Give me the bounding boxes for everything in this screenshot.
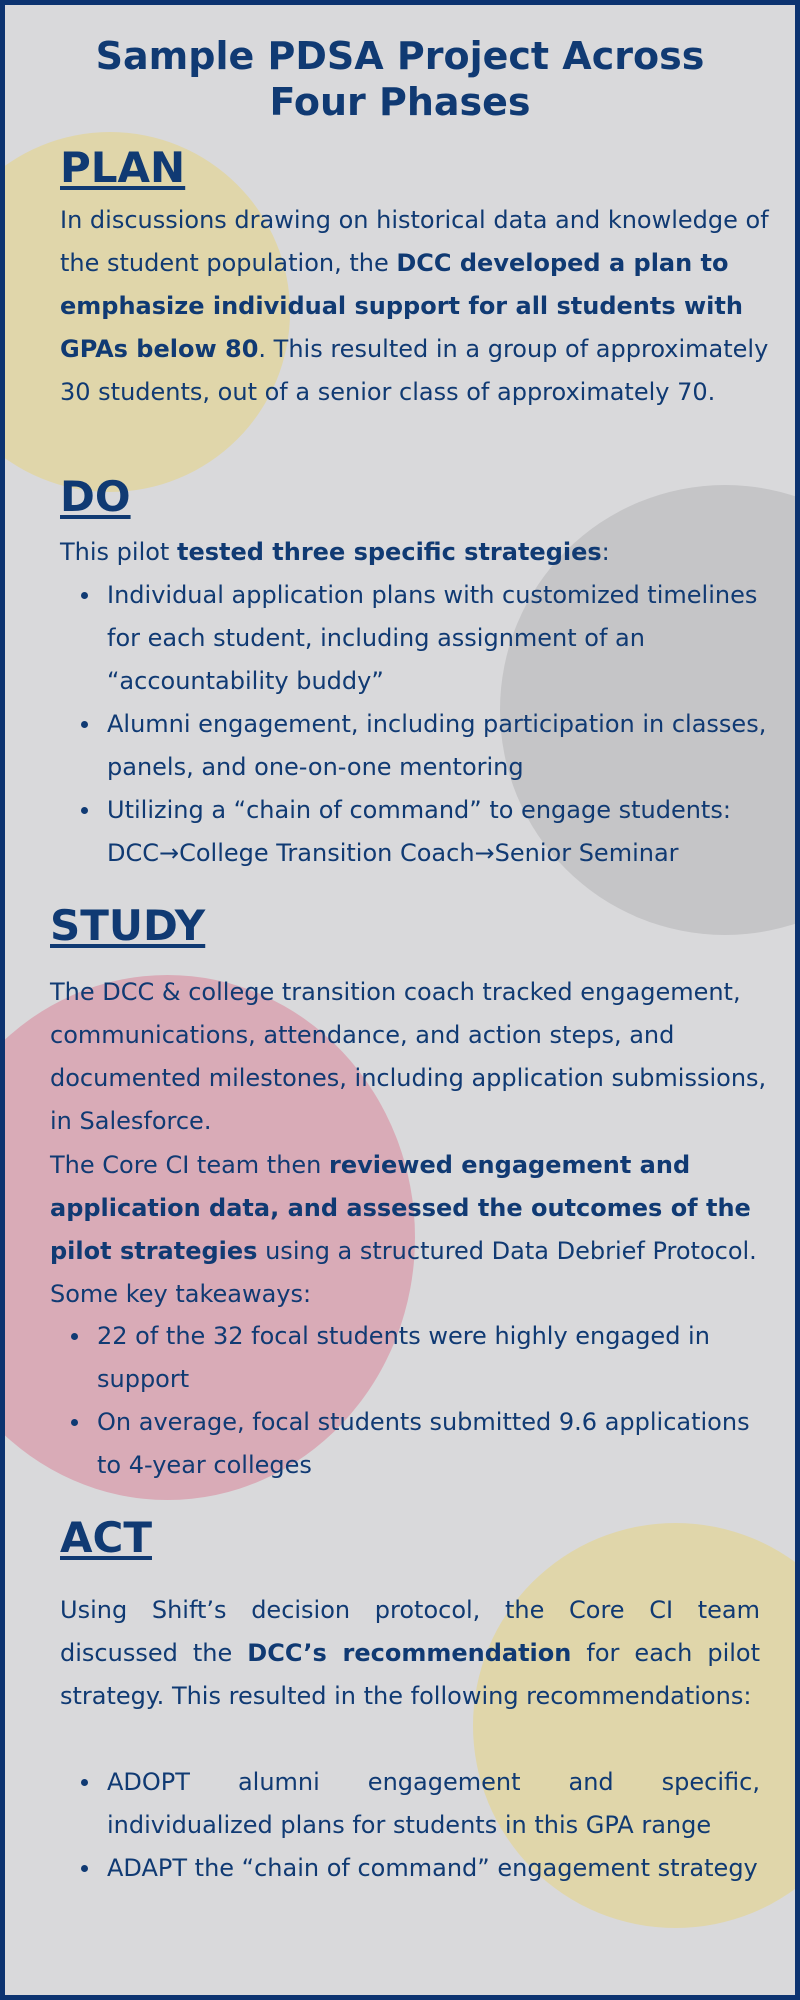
page-title [5,33,795,125]
study-text-bold: reviewed engagement and application data, and assessed the outcomes of the pilot strategies [50,1151,751,1265]
list-item: Alumni engagement, including participation in classes, panels, and one-on-one mentoring [65,703,775,789]
list-item: ADAPT the “chain of command” engagement strategy [65,1847,760,1890]
do-strategy-list [65,574,775,875]
plan-text-bold: DCC developed a plan to emphasize individual support for all students with GPAs below 80 [60,249,743,363]
plan-text-end: . This resulted in a group of approximately 30 students, out of a senior class of approximately 70. [60,335,769,406]
list-item: ADOPT alumni engagement and specific, individualized plans for students in this GPA range [65,1761,760,1847]
study-heading: STUDY [50,901,206,950]
plan-text-start: In discussions drawing on historical data and knowledge of the student population, the [60,206,769,277]
study-paragraph-1: The DCC & college transition coach tracked engagement, communications, attendance, and action steps, and documented milestones, including application submissions, in Salesforce. [50,978,767,1135]
study-text-end: using a structured Data Debrief Protocol. Some key takeaways: [50,1237,757,1308]
act-text-end: for each pilot strategy. This resulted in the following recommendations: [60,1639,761,1710]
act-recommendation-list [65,1761,760,1890]
plan-paragraph [60,199,780,414]
act-text-start: Using Shift’s decision protocol, the Core CI team discussed the [60,1596,760,1667]
do-intro-end: : [601,538,610,566]
do-intro [60,531,780,574]
list-item: Utilizing a “chain of command” to engage students: DCC→College Transition Coach→Senior Seminar [65,789,775,875]
plan-heading: PLAN [60,143,186,192]
study-paragraph-2 [50,1144,780,1316]
do-intro-start: This pilot [60,538,177,566]
study-takeaway-list [55,1315,775,1487]
list-item: On average, focal students submitted 9.6 applications to 4-year colleges [55,1401,775,1487]
list-item: 22 of the 32 focal students were highly engaged in support [55,1315,775,1401]
do-intro-bold: tested three specific strategies [176,538,602,566]
list-item: Individual application plans with customized timelines for each student, including assignment of an “accountability buddy” [65,574,775,703]
act-paragraph [60,1589,760,1718]
act-text-bold: DCC’s recommendation [247,1639,572,1667]
title-line-1: Sample PDSA Project Across [95,34,705,78]
title-line-2: Four Phases [269,80,531,124]
act-heading: ACT [60,1513,152,1562]
study-text-start: The Core CI team then [50,1151,330,1179]
do-heading: DO [60,472,131,521]
